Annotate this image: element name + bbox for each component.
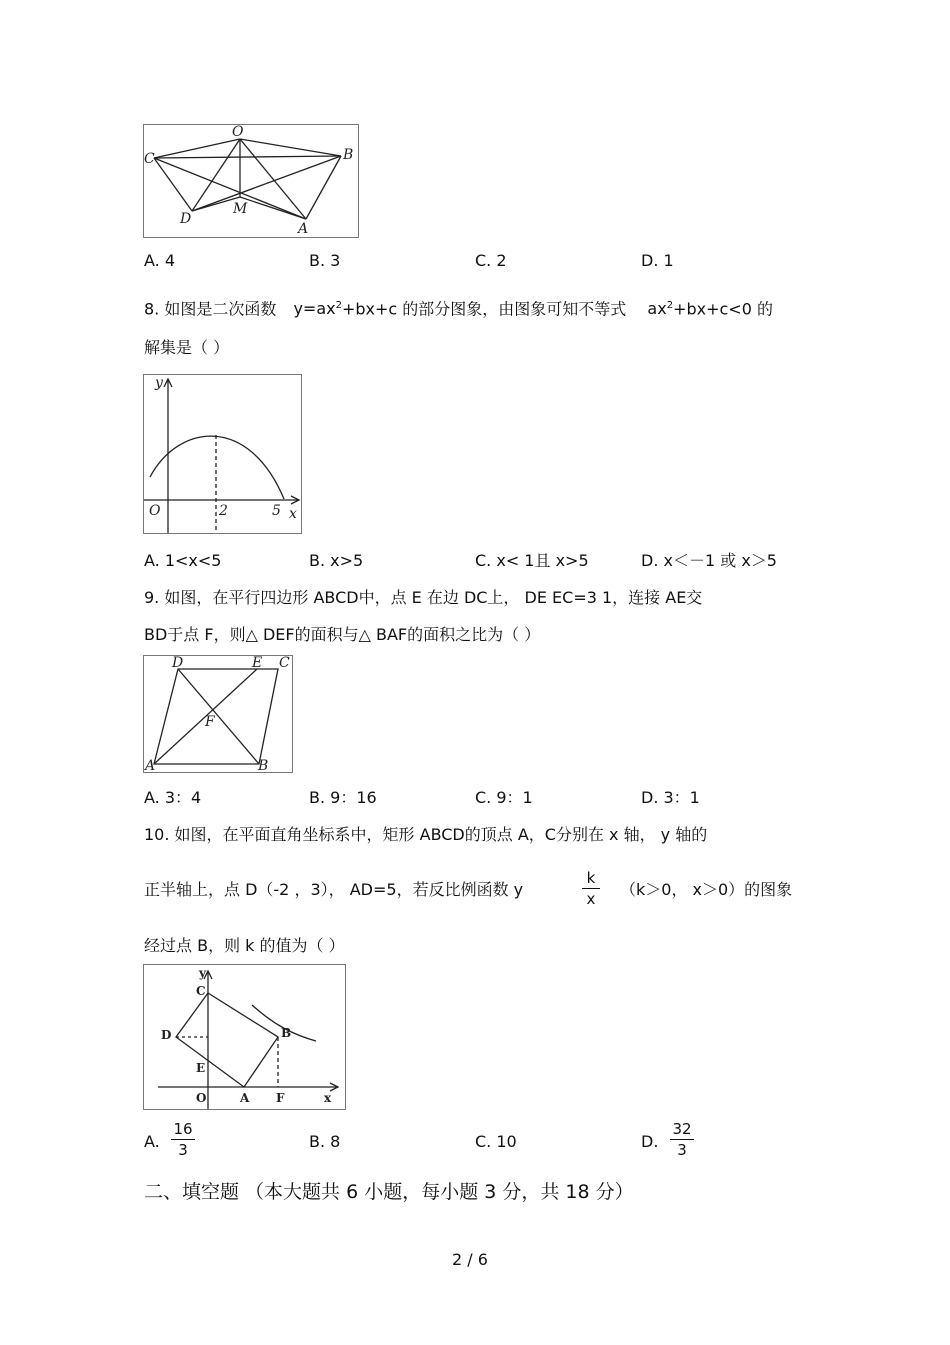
q7-figure (143, 124, 359, 238)
q10-option-d-fraction (670, 1120, 694, 1159)
q7-label-m: M (233, 201, 248, 217)
q8-option-c: C. x< 1且 x>5 (475, 551, 589, 570)
q10-label-y: y (199, 966, 206, 980)
q8-parabola (150, 436, 284, 499)
q10-frac-bar (582, 888, 600, 889)
q10-label-c: C (196, 984, 206, 998)
q10-fraction-k-over-x (582, 869, 600, 908)
q9-stem-line2: BD于点 F，则△ DEF的面积与△ BAF的面积之比为（ ） (144, 625, 541, 644)
q9-option-a: A. 3：4 (144, 788, 202, 807)
q10-option-a-denominator: 3 (178, 1141, 188, 1159)
q7-option-c: C. 2 (475, 251, 507, 270)
q10-label-e: E (196, 1061, 206, 1075)
q8-stem-line2: 解集是（ ） (144, 338, 230, 357)
q9-label-a: A (145, 758, 156, 772)
q10-option-d-numerator: 32 (672, 1120, 692, 1138)
q9-label-e: E (252, 656, 263, 671)
q7-label-c: C (144, 151, 155, 167)
q8-label-2: 2 (219, 503, 228, 519)
q8-label-o: O (149, 503, 161, 519)
q8-stem-c: +bx+c 的部分图象，由图象可知不等式 (341, 299, 627, 319)
q10-stem-line3: 经过点 B，则 k 的值为（ ） (144, 936, 345, 955)
section-heading-fill-in-blank: 二、填空题 （本大题共 6 小题，每小题 3 分，共 18 分） (144, 1181, 634, 1203)
q10-option-a-bar (171, 1139, 195, 1140)
q8-stem-d: ax (647, 299, 667, 319)
q9-label-d: D (172, 656, 184, 671)
q10-frac-denominator: x (586, 890, 596, 908)
q10-option-a-fraction (171, 1120, 195, 1159)
q7-option-b: B. 3 (309, 251, 341, 270)
q7-option-a: A. 4 (144, 251, 176, 270)
q9-label-f: F (205, 714, 215, 730)
q10-option-d-bar (670, 1139, 694, 1140)
q10-option-d-denominator: 3 (677, 1141, 687, 1159)
q8-stem-a: 8. 如图是二次函数 (144, 299, 277, 319)
q7-label-o: O (232, 125, 244, 140)
q10-label-a: A (240, 1091, 250, 1105)
q9-figure (143, 655, 293, 773)
q8-stem-b: y=ax (293, 299, 336, 319)
q9-stem-line1: 9. 如图，在平行四边形 ABCD中，点 E 在边 DC上， DE EC=3 1，连接 AE交 (144, 588, 703, 607)
q7-label-b: B (343, 147, 354, 163)
page-number: 2 / 6 (452, 1250, 488, 1269)
q9-label-b: B (258, 758, 269, 772)
q10-figure (143, 964, 346, 1110)
q10-label-b: B (281, 1026, 292, 1040)
q7-figure-svg (144, 125, 358, 237)
q8-option-d: D. x＜－1 或 x＞5 (641, 551, 777, 570)
q10-option-a-numerator: 16 (173, 1120, 193, 1138)
q8-label-x: x (289, 506, 297, 522)
q10-frac-numerator: k (586, 869, 596, 887)
q10-label-f: F (276, 1091, 285, 1105)
q10-stem-line2a: 正半轴上，点 D（-2 ，3）， AD=5，若反比例函数 y (144, 880, 524, 899)
q8-option-a: A. 1<x<5 (144, 551, 222, 570)
q9-diagonal-bd (178, 669, 259, 764)
q8-figure (143, 374, 302, 534)
q10-option-c: C. 10 (475, 1132, 517, 1151)
q10-label-d: D (161, 1028, 172, 1042)
q7-label-d: D (180, 211, 192, 227)
q10-stem-line1: 10. 如图，在平面直角坐标系中，矩形 ABCD的顶点 A，C分别在 x 轴， y 轴的 (144, 825, 708, 844)
q9-label-c: C (279, 656, 290, 671)
q10-option-d-prefix: D. (641, 1132, 659, 1151)
q8-stem-e: +bx+c<0 的 (673, 299, 773, 319)
q10-option-a-prefix: A. (144, 1132, 160, 1151)
q10-rectangle-abcd (176, 993, 278, 1087)
q8-stem-sup2: 2 (666, 300, 674, 311)
q9-option-b: B. 9：16 (309, 788, 377, 807)
q8-label-y: y (155, 375, 163, 391)
q8-option-b: B. x>5 (309, 551, 364, 570)
q10-label-o: O (196, 1091, 207, 1105)
q10-figure-svg (144, 965, 345, 1109)
q7-option-d: D. 1 (641, 251, 674, 270)
q9-figure-svg (144, 656, 292, 772)
q9-option-d: D. 3：1 (641, 788, 700, 807)
q9-option-c: C. 9：1 (475, 788, 533, 807)
q10-option-b: B. 8 (309, 1132, 341, 1151)
q8-stem-line1 (144, 296, 773, 319)
q8-stem-sup1: 2 (335, 300, 342, 311)
q8-label-5: 5 (272, 503, 281, 519)
q8-graph-svg (144, 375, 301, 533)
q10-stem-line2b: （k＞0， x＞0）的图象 (620, 880, 793, 899)
q9-parallelogram (154, 669, 278, 764)
q7-label-a: A (298, 221, 309, 237)
q10-label-x: x (324, 1091, 332, 1105)
